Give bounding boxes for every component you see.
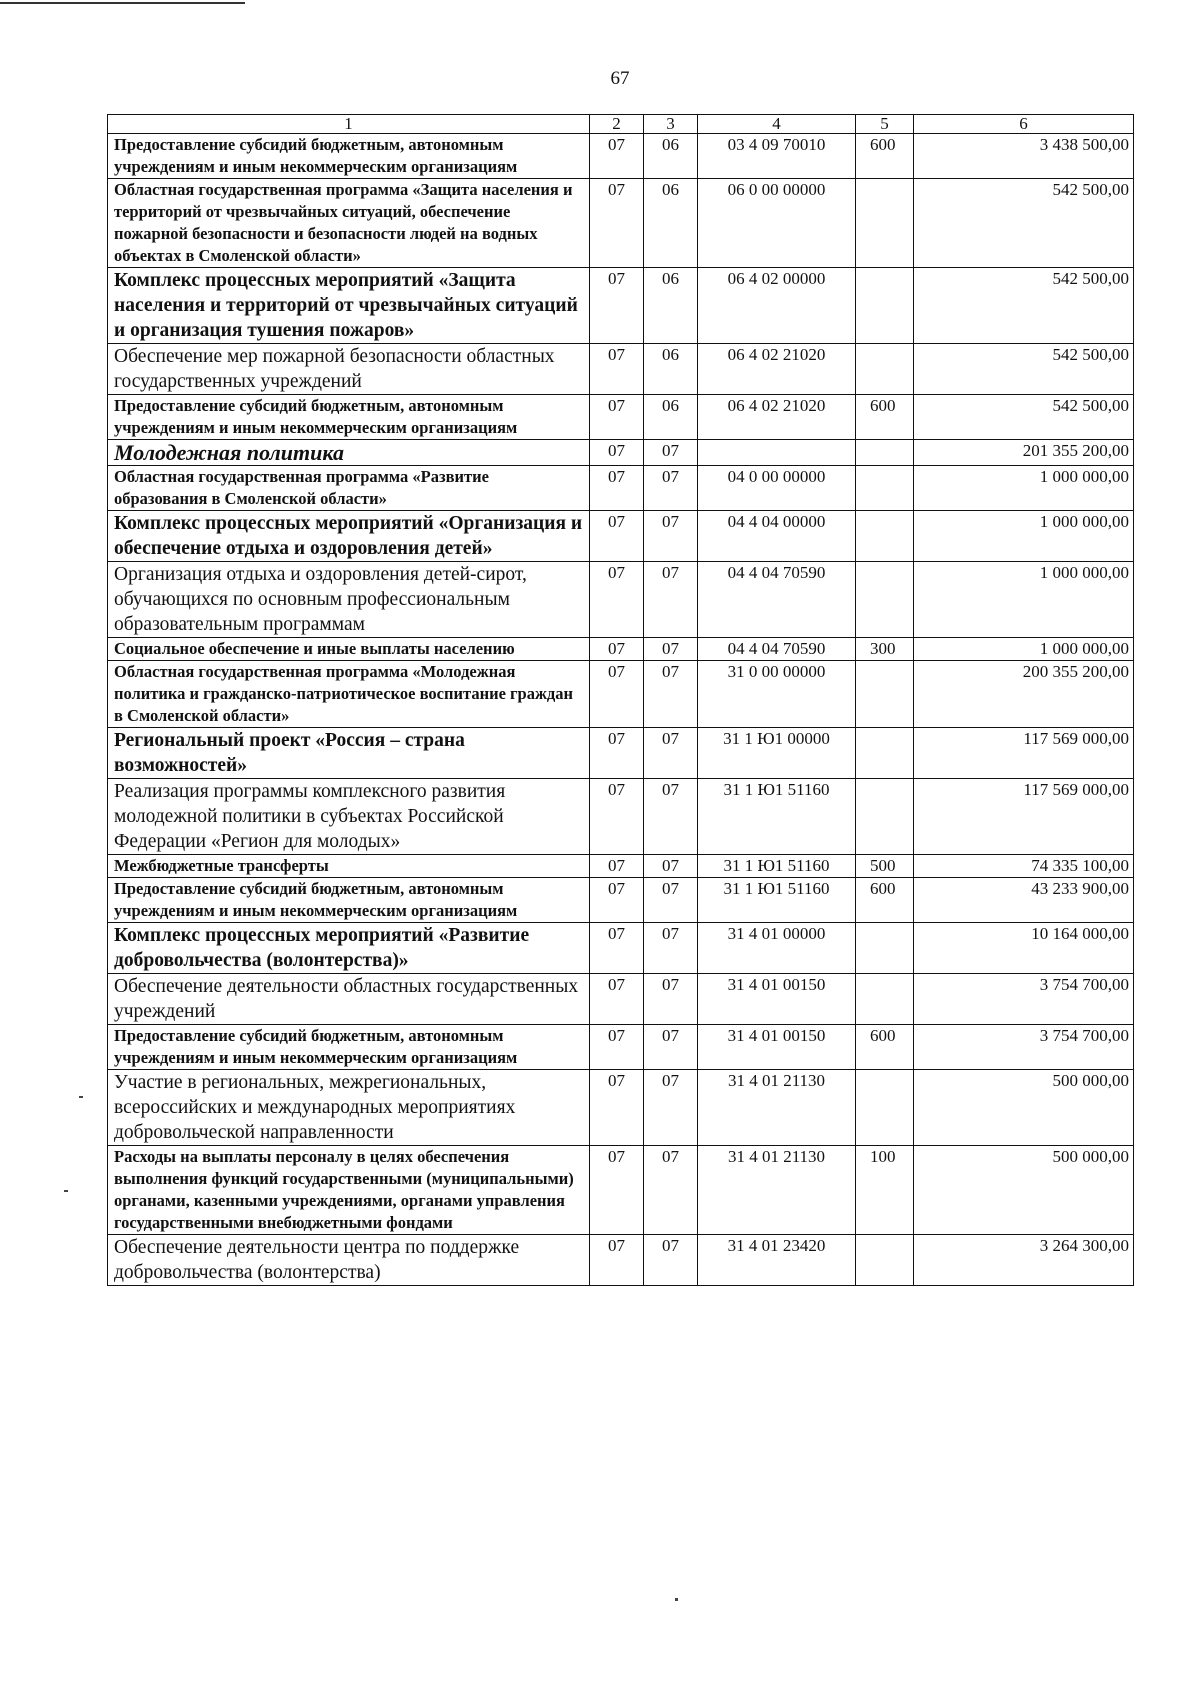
- row-subsection-cell: 07: [644, 1146, 698, 1235]
- row-section-cell: 07: [590, 344, 644, 395]
- table-row: [108, 728, 1134, 779]
- row-amount-cell: 43 233 900,00: [914, 878, 1134, 923]
- scan-speck: [79, 1096, 83, 1098]
- row-name-cell: Комплекс процессных мероприятий «Защита населения и территорий от чрезвычайных ситуаций и организация тушения пожаров»: [108, 268, 590, 344]
- row-subsection-cell: 07: [644, 923, 698, 974]
- row-amount-cell: 3 438 500,00: [914, 134, 1134, 179]
- row-expense-type-cell: [856, 779, 914, 855]
- row-subsection-cell: 07: [644, 466, 698, 511]
- row-target-code-cell: 03 4 09 70010: [698, 134, 856, 179]
- row-target-code-cell: 04 4 04 00000: [698, 511, 856, 562]
- table-row: [108, 466, 1134, 511]
- row-amount-cell: 117 569 000,00: [914, 728, 1134, 779]
- row-amount-cell: 3 264 300,00: [914, 1235, 1134, 1286]
- table-row: [108, 134, 1134, 179]
- row-section-cell: 07: [590, 779, 644, 855]
- page-number: 67: [610, 68, 630, 89]
- header-cell-subsection: 3: [644, 115, 698, 134]
- table-row: [108, 1146, 1134, 1235]
- row-subsection-cell: 07: [644, 511, 698, 562]
- row-amount-cell: 3 754 700,00: [914, 974, 1134, 1025]
- row-target-code-cell: 04 4 04 70590: [698, 562, 856, 638]
- row-section-cell: 07: [590, 179, 644, 268]
- row-name-cell: Предоставление субсидий бюджетным, автономным учреждениям и иным некоммерческим организациям: [108, 395, 590, 440]
- header-cell-type: 5: [856, 115, 914, 134]
- row-amount-cell: 542 500,00: [914, 179, 1134, 268]
- row-expense-type-cell: 100: [856, 1146, 914, 1235]
- row-expense-type-cell: 600: [856, 395, 914, 440]
- row-name-cell: Обеспечение деятельности центра по поддержке добровольчества (волонтерства): [108, 1235, 590, 1286]
- row-name-cell: Социальное обеспечение и иные выплаты населению: [108, 638, 590, 661]
- row-section-cell: 07: [590, 511, 644, 562]
- row-target-code-cell: 06 4 02 21020: [698, 395, 856, 440]
- row-target-code-cell: 31 0 00 00000: [698, 661, 856, 728]
- row-section-cell: 07: [590, 923, 644, 974]
- row-expense-type-cell: [856, 728, 914, 779]
- row-subsection-cell: 07: [644, 1025, 698, 1070]
- row-expense-type-cell: [856, 511, 914, 562]
- row-expense-type-cell: [856, 440, 914, 466]
- row-section-cell: 07: [590, 134, 644, 179]
- row-expense-type-cell: [856, 179, 914, 268]
- row-target-code-cell: 31 1 Ю1 51160: [698, 779, 856, 855]
- row-amount-cell: 500 000,00: [914, 1146, 1134, 1235]
- row-target-code-cell: 06 0 00 00000: [698, 179, 856, 268]
- header-cell-name: 1: [108, 115, 590, 134]
- header-row: [108, 115, 1134, 134]
- row-subsection-cell: 06: [644, 395, 698, 440]
- row-expense-type-cell: 600: [856, 878, 914, 923]
- row-subsection-cell: 07: [644, 1235, 698, 1286]
- row-subsection-cell: 07: [644, 974, 698, 1025]
- row-subsection-cell: 07: [644, 855, 698, 878]
- table-row: [108, 878, 1134, 923]
- row-subsection-cell: 06: [644, 134, 698, 179]
- row-amount-cell: 1 000 000,00: [914, 511, 1134, 562]
- row-expense-type-cell: 500: [856, 855, 914, 878]
- row-amount-cell: 542 500,00: [914, 395, 1134, 440]
- row-target-code-cell: 06 4 02 00000: [698, 268, 856, 344]
- scan-edge-rule: [0, 2, 245, 4]
- row-name-cell: Реализация программы комплексного развития молодежной политики в субъектах Российской Федерации «Регион для молодых»: [108, 779, 590, 855]
- row-target-code-cell: [698, 440, 856, 466]
- row-name-cell: Комплекс процессных мероприятий «Развитие добровольчества (волонтерства)»: [108, 923, 590, 974]
- row-target-code-cell: 31 1 Ю1 00000: [698, 728, 856, 779]
- row-name-cell: Предоставление субсидий бюджетным, автономным учреждениям и иным некоммерческим организациям: [108, 1025, 590, 1070]
- table-row: [108, 440, 1134, 466]
- row-section-cell: 07: [590, 661, 644, 728]
- row-subsection-cell: 07: [644, 878, 698, 923]
- row-section-cell: 07: [590, 268, 644, 344]
- row-section-cell: 07: [590, 638, 644, 661]
- row-amount-cell: 500 000,00: [914, 1070, 1134, 1146]
- row-section-cell: 07: [590, 728, 644, 779]
- row-name-cell: Областная государственная программа «Защита населения и территорий от чрезвычайных ситуаций, обеспечение пожарной безопасности и безопасности людей на водных объектах в Смоленской области»: [108, 179, 590, 268]
- row-amount-cell: 1 000 000,00: [914, 562, 1134, 638]
- row-subsection-cell: 07: [644, 638, 698, 661]
- row-section-cell: 07: [590, 466, 644, 511]
- table-row: [108, 638, 1134, 661]
- row-amount-cell: 10 164 000,00: [914, 923, 1134, 974]
- row-section-cell: 07: [590, 1070, 644, 1146]
- table-row: [108, 179, 1134, 268]
- row-amount-cell: 1 000 000,00: [914, 466, 1134, 511]
- row-target-code-cell: 04 0 00 00000: [698, 466, 856, 511]
- row-expense-type-cell: 600: [856, 134, 914, 179]
- row-expense-type-cell: [856, 344, 914, 395]
- table-row: [108, 344, 1134, 395]
- row-subsection-cell: 06: [644, 179, 698, 268]
- row-expense-type-cell: [856, 466, 914, 511]
- row-target-code-cell: 31 4 01 00150: [698, 1025, 856, 1070]
- row-expense-type-cell: [856, 974, 914, 1025]
- row-expense-type-cell: [856, 923, 914, 974]
- table-body: [108, 115, 1134, 1286]
- row-expense-type-cell: [856, 1070, 914, 1146]
- row-subsection-cell: 07: [644, 779, 698, 855]
- table-row: [108, 923, 1134, 974]
- table-row: [108, 268, 1134, 344]
- row-section-cell: 07: [590, 974, 644, 1025]
- scan-speck: [675, 1598, 678, 1601]
- row-expense-type-cell: [856, 661, 914, 728]
- table-row: [108, 855, 1134, 878]
- row-name-cell: Комплекс процессных мероприятий «Организация и обеспечение отдыха и оздоровления детей»: [108, 511, 590, 562]
- row-target-code-cell: 31 4 01 00000: [698, 923, 856, 974]
- row-subsection-cell: 06: [644, 268, 698, 344]
- table-row: [108, 1235, 1134, 1286]
- row-target-code-cell: 04 4 04 70590: [698, 638, 856, 661]
- row-name-cell: Обеспечение деятельности областных государственных учреждений: [108, 974, 590, 1025]
- row-amount-cell: 542 500,00: [914, 268, 1134, 344]
- header-cell-amount: 6: [914, 115, 1134, 134]
- table-row: [108, 511, 1134, 562]
- budget-table: [107, 114, 1134, 1286]
- row-target-code-cell: 31 1 Ю1 51160: [698, 855, 856, 878]
- row-name-cell: Областная государственная программа «Развитие образования в Смоленской области»: [108, 466, 590, 511]
- row-name-cell: Молодежная политика: [108, 440, 590, 466]
- row-amount-cell: 542 500,00: [914, 344, 1134, 395]
- scan-speck: [64, 1190, 68, 1192]
- row-subsection-cell: 06: [644, 344, 698, 395]
- table-row: [108, 661, 1134, 728]
- row-subsection-cell: 07: [644, 661, 698, 728]
- row-section-cell: 07: [590, 440, 644, 466]
- row-subsection-cell: 07: [644, 562, 698, 638]
- row-section-cell: 07: [590, 878, 644, 923]
- table-row: [108, 974, 1134, 1025]
- row-section-cell: 07: [590, 1025, 644, 1070]
- row-name-cell: Предоставление субсидий бюджетным, автономным учреждениям и иным некоммерческим организациям: [108, 878, 590, 923]
- row-expense-type-cell: [856, 562, 914, 638]
- row-expense-type-cell: 300: [856, 638, 914, 661]
- row-section-cell: 07: [590, 395, 644, 440]
- table-row: [108, 395, 1134, 440]
- row-amount-cell: 200 355 200,00: [914, 661, 1134, 728]
- row-name-cell: Организация отдыха и оздоровления детей-сирот, обучающихся по основным профессиональным образовательным программам: [108, 562, 590, 638]
- row-target-code-cell: 31 1 Ю1 51160: [698, 878, 856, 923]
- row-name-cell: Предоставление субсидий бюджетным, автономным учреждениям и иным некоммерческим организациям: [108, 134, 590, 179]
- row-target-code-cell: 31 4 01 00150: [698, 974, 856, 1025]
- header-cell-section: 2: [590, 115, 644, 134]
- row-section-cell: 07: [590, 562, 644, 638]
- row-section-cell: 07: [590, 855, 644, 878]
- table-row: [108, 779, 1134, 855]
- header-cell-target: 4: [698, 115, 856, 134]
- row-subsection-cell: 07: [644, 440, 698, 466]
- row-name-cell: Участие в региональных, межрегиональных, всероссийских и международных мероприятиях добровольческой направленности: [108, 1070, 590, 1146]
- row-expense-type-cell: [856, 1235, 914, 1286]
- table-row: [108, 1025, 1134, 1070]
- row-name-cell: Областная государственная программа «Молодежная политика и гражданско-патриотическое воспитание граждан в Смоленской области»: [108, 661, 590, 728]
- table-row: [108, 1070, 1134, 1146]
- table-row: [108, 562, 1134, 638]
- row-section-cell: 07: [590, 1146, 644, 1235]
- row-section-cell: 07: [590, 1235, 644, 1286]
- row-target-code-cell: 31 4 01 21130: [698, 1146, 856, 1235]
- row-name-cell: Региональный проект «Россия – страна возможностей»: [108, 728, 590, 779]
- row-target-code-cell: 06 4 02 21020: [698, 344, 856, 395]
- row-name-cell: Обеспечение мер пожарной безопасности областных государственных учреждений: [108, 344, 590, 395]
- row-amount-cell: 201 355 200,00: [914, 440, 1134, 466]
- row-amount-cell: 3 754 700,00: [914, 1025, 1134, 1070]
- row-expense-type-cell: [856, 268, 914, 344]
- row-target-code-cell: 31 4 01 21130: [698, 1070, 856, 1146]
- row-amount-cell: 117 569 000,00: [914, 779, 1134, 855]
- row-target-code-cell: 31 4 01 23420: [698, 1235, 856, 1286]
- row-subsection-cell: 07: [644, 1070, 698, 1146]
- row-name-cell: Расходы на выплаты персоналу в целях обеспечения выполнения функций государственными (муниципальными) органами, казенными учреждениями, органами управления государственными внебюджетными фондами: [108, 1146, 590, 1235]
- row-amount-cell: 1 000 000,00: [914, 638, 1134, 661]
- row-name-cell: Межбюджетные трансферты: [108, 855, 590, 878]
- row-amount-cell: 74 335 100,00: [914, 855, 1134, 878]
- row-subsection-cell: 07: [644, 728, 698, 779]
- row-expense-type-cell: 600: [856, 1025, 914, 1070]
